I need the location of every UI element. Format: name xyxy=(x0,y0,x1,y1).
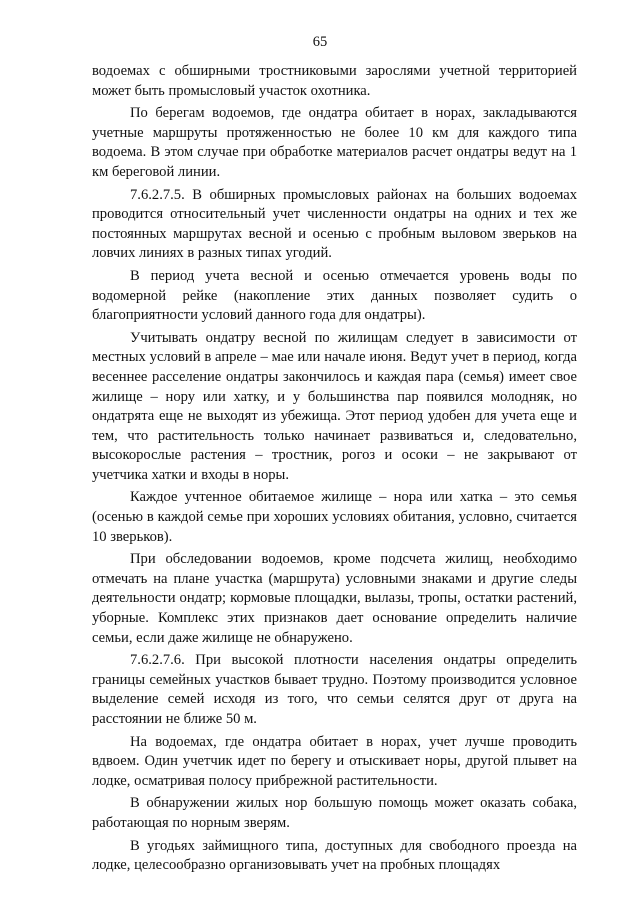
paragraph-7-6-2-7-5: 7.6.2.7.5. В обширных промысловых районах на больших водоемах проводится относительный учет численности ондатры на одних и тех же постоянных маршрутах весной и осенью с пробным выловом зверьков на ловчих линиях в разных типах угодий. xyxy=(92,186,577,262)
paragraph-water-level: В период учета весной и осенью отмечается уровень воды по водомерной рейке (накопление этих данных позволяет судить о благоприятности условий данного года для ондатры). xyxy=(92,267,577,324)
paragraph-7-6-2-7-6: 7.6.2.7.6. При высокой плотности населения ондатры определить границы семейных участков бывает трудно. Поэтому производится условное выделение семей исходя из того, что семьи селятся друг от друга на расстоянии не ближе 50 м. xyxy=(92,652,577,727)
paragraph-shore-routes: По берегам водоемов, где ондатра обитает в норах, закладываются учетные маршруты протяженностью не более 10 км для каждого типа водоема. В этом случае при обработке материалов расчет ондатры ведут на 1 км береговой линии. xyxy=(92,105,577,180)
paragraph-dwelling-family: Каждое учтенное обитаемое жилище – нора или хатка – это семья (осенью в каждой семье при хороших условиях обитания, условно, считается 10 зверьков). xyxy=(92,489,577,545)
paragraph-sample-plots: В угодьях займищного типа, доступных для свободного проезда на лодке, целесообразно организовывать учет на пробных площадях xyxy=(92,837,577,874)
paragraph-spring-count: Учитывать ондатру весной по жилищам следует в зависимости от местных условий в апреле – мае или начале июня. Ведут учет в период, когда весеннее расселение ондатры закончилось и каждая пара (семья) имеет свое жилище – нору или хатку, и у большинства пар появился молодняк, но ондатрята еще не выходят из убежища. Этот период удобен для учета еще и тем, что растительность только начинает развиваться и, следовательно, высокорослые растения – тростник, рогоз и осоки – не закрывают от учетчика хатки и входы в норы. xyxy=(92,329,577,483)
paragraph-survey-signs: При обследовании водоемов, кроме подсчета жилищ, необходимо отмечать на плане участка (маршрута) условными знаками и другие следы деятельности ондатр; кормовые площадки, вылазы, тропы, остатки растений, уборные. Комплекс этих признаков дает основание определить наличие семьи, если даже жилище не обнаружено. xyxy=(92,551,577,646)
paragraph-dog: В обнаружении жилых нор большую помощь может оказать собака, работающая по норным зверям. xyxy=(92,795,577,831)
page-number: 65 xyxy=(312,34,328,50)
paragraph-continuation: водоемах с обширными тростниковыми зарослями учетной территорией может быть промысловый участок охотника. xyxy=(92,63,577,99)
document-body xyxy=(92,62,577,876)
paragraph-two-counters: На водоемах, где ондатра обитает в норах, учет лучше проводить вдвоем. Один учетчик идет по берегу и отыскивает норы, другой плывет на лодке, осматривая полосу прибрежной растительности. xyxy=(92,733,577,789)
